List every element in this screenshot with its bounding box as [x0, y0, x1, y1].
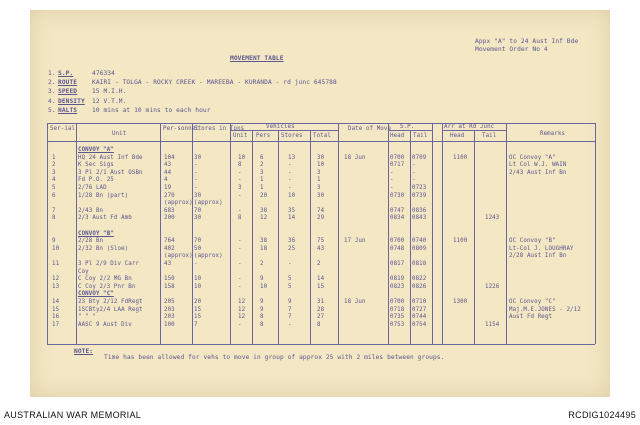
cell-personnel: 270 [164, 192, 175, 199]
cell-stores: 15 [194, 314, 202, 321]
cell-veh-total: 8 [317, 321, 321, 328]
header-unit: Unit [112, 131, 127, 137]
cell-sp-tail: 0822 [412, 276, 427, 283]
cell-unit: C Coy 2/3 Pnr Bn [78, 283, 136, 290]
info-item-number: 3. [48, 88, 56, 96]
header-sp-tail: Tail [413, 133, 428, 139]
cell-veh-unit: - [238, 169, 242, 176]
cell-personnel: (approx) [164, 200, 193, 207]
cell-veh-unit: 12 [238, 299, 246, 305]
cell-remarks: Lt Col W.J. WAIN [509, 162, 567, 169]
cell-remarks: OC Convoy "A" [509, 154, 556, 161]
cell-arr-head: 1100 [453, 238, 468, 245]
header-veh-total: Total [313, 133, 331, 139]
cell-serial: 2 [52, 162, 56, 169]
cell-sp-head: 0834 [390, 215, 405, 222]
cell-date: 17 Jun [344, 238, 366, 245]
cell-personnel: 158 [164, 283, 175, 290]
cell-arr-head: 1100 [453, 154, 468, 161]
cell-personnel: 44 [164, 169, 172, 176]
cell-veh-unit: - [238, 238, 242, 245]
cell-stores: - [194, 177, 198, 184]
cell-veh-unit: 10 [238, 154, 246, 161]
header-serial: Ser-ial [50, 126, 76, 132]
cell-stores: 20 [194, 299, 202, 305]
cell-sp-tail: 0818 [412, 261, 427, 267]
cell-serial: 3 [52, 169, 56, 176]
header-sp-head: Head [390, 133, 405, 139]
cell-veh-pers: 8 [260, 321, 264, 328]
cell-unit: 3 Pl 2/1 Aust OSBn [78, 169, 143, 176]
footer-bar [0, 405, 640, 425]
cell-veh-total: 28 [317, 306, 325, 313]
cell-unit: AASC 9 Aust Div [78, 321, 132, 328]
cell-veh-pers: 1 [260, 185, 264, 191]
cell-veh-stores: 36 [288, 238, 296, 245]
note-label: NOTE: [74, 348, 94, 355]
cell-veh-unit: - [238, 276, 242, 283]
cell-veh-unit: - [238, 321, 242, 328]
cell-unit: 2/43 Bn [78, 207, 104, 214]
cell-remarks: 2/43 Aust Inf Bn [509, 169, 567, 176]
cell-remarks: Maj.M.E.JONES - 2/12 [509, 306, 581, 313]
cell-veh-unit: - [238, 192, 242, 199]
cell-veh-stores: - [288, 177, 292, 184]
cell-sp-tail: 0843 [412, 215, 427, 222]
cell-sp-tail: 0740 [412, 238, 427, 245]
cell-veh-stores: 25 [288, 245, 296, 252]
cell-veh-unit: - [238, 261, 242, 267]
cell-remarks: OC Convoy "B" [509, 238, 556, 245]
cell-unit: 3 Pl 2/9 Div Carr [78, 261, 140, 267]
cell-veh-pers: 1 [260, 177, 264, 184]
cell-veh-pers: 38 [260, 238, 268, 245]
cell-stores: - [194, 162, 198, 169]
document-title: MOVEMENT TABLE [230, 55, 284, 62]
cell-veh-unit: 3 [238, 185, 242, 191]
cell-personnel: 402 [164, 245, 175, 252]
cell-unit: C Coy 2/2 MG Bn [78, 276, 132, 283]
cell-sp-head: 0700 [390, 154, 405, 161]
cell-veh-stores: 7 [288, 314, 292, 321]
cell-serial: 14 [52, 299, 60, 305]
cell-personnel: 764 [164, 238, 175, 245]
cell-veh-pers: 2 [260, 162, 264, 169]
cell-serial: 6 [52, 192, 56, 199]
cell-veh-total: 1 [317, 177, 321, 184]
cell-sp-tail: 0723 [412, 185, 427, 191]
cell-stores: - [194, 261, 198, 267]
cell-sp-tail: 0710 [412, 299, 427, 305]
cell-veh-stores: 5 [288, 283, 292, 290]
cell-veh-pers: 38 [260, 207, 268, 214]
cell-veh-total: 30 [317, 154, 325, 161]
cell-personnel: 100 [164, 321, 175, 328]
cell-veh-pers: 9 [260, 276, 264, 283]
header-date: Date of Move [348, 126, 392, 132]
info-item-number: 1. [48, 70, 56, 77]
cell-personnel: 150 [164, 276, 175, 283]
cell-stores: 15 [194, 306, 202, 313]
cell-veh-pers: 9 [260, 306, 264, 313]
cell-veh-total: 30 [317, 192, 325, 199]
cell-veh-pers: 8 [260, 314, 264, 321]
cell-serial: 4 [52, 177, 56, 184]
cell-personnel: 104 [164, 154, 175, 161]
cell-sp-head: 0819 [390, 276, 405, 283]
info-item-value: 476334 [92, 70, 115, 77]
cell-arr-tail: 1243 [485, 215, 500, 222]
cell-veh-pers: 6 [260, 154, 264, 161]
info-item-value: 15 M.I.H. [92, 88, 127, 96]
cell-veh-total: 27 [317, 314, 325, 321]
cell-veh-stores: 35 [288, 207, 296, 214]
cell-arr-tail: 1154 [485, 321, 500, 328]
cell-sp-tail: 0739 [412, 192, 427, 199]
cell-veh-pers: 9 [260, 299, 264, 305]
cell-unit: 23 Bty 2/12 FdRegt [78, 299, 143, 305]
cell-unit: 1/28 Bn (part) [78, 192, 129, 199]
cell-personnel: 203 [164, 314, 175, 321]
cell-veh-stores: - [288, 185, 292, 191]
cell-arr-tail: 1226 [485, 283, 500, 290]
cell-veh-total: 15 [317, 283, 325, 290]
cell-unit: CONVOY "B" [78, 230, 114, 237]
cell-unit: " " " [78, 314, 96, 321]
cell-veh-stores: 5 [288, 276, 292, 283]
cell-remarks: Lt-Col J. LOUGHRAY [509, 245, 574, 252]
info-item-label: DENSITY [58, 97, 85, 105]
cell-personnel: 19 [164, 185, 172, 191]
cell-sp-head: 0817 [390, 261, 405, 267]
note-text: Time has been allowed for vehs to move in group of approx 25 with 2 miles between groups. [104, 354, 445, 361]
cell-veh-total: 74 [317, 207, 325, 214]
header-remarks: Remarks [540, 131, 566, 137]
header-arr-head: Head [450, 133, 465, 139]
cell-personnel: 43 [164, 162, 172, 169]
cell-personnel: 683 [164, 207, 175, 214]
cell-sp-tail: 0709 [412, 154, 427, 161]
cell-stores: 30 [194, 215, 202, 222]
header-veh-pers: Pers [256, 133, 271, 139]
info-item-value: KAIRI - TOLGA - ROCKY CREEK - MAREEBA - KURANDA - rd junc 645788 [92, 79, 337, 87]
cell-veh-stores: 10 [288, 192, 296, 199]
cell-veh-total: 2 [317, 261, 321, 267]
cell-sp-tail: - [412, 177, 416, 184]
cell-unit: 2/76 LAD [78, 185, 107, 191]
cell-arr-head: 1300 [453, 299, 468, 305]
cell-sp-head: 0753 [390, 321, 405, 328]
cell-stores: 70 [194, 238, 202, 245]
cell-sp-tail: 0826 [412, 283, 427, 290]
cell-unit: 2/28 Bn [78, 238, 104, 245]
cell-stores: - [194, 185, 198, 191]
cell-sp-head: - [390, 177, 394, 184]
cell-serial: 13 [52, 283, 60, 290]
cell-veh-pers: 10 [260, 283, 268, 290]
appendix-line-1: Appx "A" to 24 Aust Inf Bde [475, 38, 579, 45]
cell-sp-head: 0823 [390, 283, 405, 290]
footer-credit: AUSTRALIAN WAR MEMORIAL [4, 410, 142, 420]
cell-personnel: 203 [164, 306, 175, 313]
info-item-label: SPEED [58, 88, 78, 96]
info-item-value: 10 mins at 10 mins to each hour [92, 106, 211, 114]
cell-veh-unit: - [238, 245, 242, 252]
cell-sp-head: 0700 [390, 299, 405, 305]
info-item-number: 2. [48, 79, 56, 87]
info-item-number: 5. [48, 106, 56, 114]
cell-stores: 70 [194, 207, 202, 214]
header-veh-unit: Unit [233, 133, 248, 139]
cell-unit: CONVOY "A" [78, 147, 114, 153]
cell-personnel: 200 [164, 215, 175, 222]
cell-veh-unit: - [238, 207, 242, 214]
cell-stores: 30 [194, 154, 202, 161]
cell-veh-unit: 12 [238, 306, 246, 313]
cell-unit: Coy [78, 268, 89, 275]
header-veh-stores: Stores [281, 133, 303, 139]
footer-id: RCDIG1024495 [568, 410, 636, 420]
cell-serial: 11 [52, 261, 60, 267]
cell-sp-head: - [390, 185, 394, 191]
header-stores: Stores in Tons [194, 126, 245, 132]
cell-veh-unit: 8 [238, 162, 242, 169]
cell-stores: 30 [194, 192, 202, 199]
cell-serial: 12 [52, 276, 60, 283]
cell-sp-head: 0747 [390, 207, 405, 214]
cell-veh-pers: 2 [260, 261, 264, 267]
cell-sp-tail: 0744 [412, 314, 427, 321]
cell-sp-head: 0748 [390, 245, 405, 252]
cell-serial: 8 [52, 215, 56, 222]
cell-veh-stores: - [288, 261, 292, 267]
cell-remarks: OC Convoy "C" [509, 299, 556, 305]
cell-unit: HQ 24 Aust Inf Bde [78, 154, 143, 161]
cell-serial: 9 [52, 238, 56, 245]
cell-veh-unit: 8 [238, 215, 242, 222]
header-vehicles: Vehicles [266, 124, 295, 130]
cell-sp-head: - [390, 169, 394, 176]
info-item-label: HALTS [58, 106, 78, 114]
cell-unit: CONVOY "C" [78, 291, 114, 298]
cell-veh-pers: 12 [260, 215, 268, 222]
cell-personnel: 205 [164, 299, 175, 305]
cell-veh-stores: - [288, 321, 292, 328]
cell-sp-head: 0700 [390, 238, 405, 245]
cell-stores: 10 [194, 283, 202, 290]
cell-sp-head: 0730 [390, 192, 405, 199]
header-arr-tail: Tail [482, 133, 497, 139]
cell-unit: Fd P.O. 25 [78, 177, 114, 184]
info-item-number: 4. [48, 97, 56, 105]
cell-veh-total: 3 [317, 169, 321, 176]
cell-sp-tail: - [412, 169, 416, 176]
cell-veh-stores: 13 [288, 154, 296, 161]
cell-personnel: 43 [164, 261, 172, 267]
cell-veh-total: 10 [317, 162, 325, 169]
cell-veh-total: 31 [317, 299, 325, 305]
cell-veh-stores: 9 [288, 299, 292, 305]
cell-sp-head: 0717 [390, 162, 405, 169]
cell-veh-unit: 12 [238, 314, 246, 321]
cell-date: 18 Jun [344, 154, 366, 161]
cell-sp-tail: - [412, 162, 416, 169]
cell-serial: 15 [52, 306, 60, 313]
cell-veh-stores: - [288, 162, 292, 169]
cell-veh-stores: 7 [288, 306, 292, 313]
cell-veh-total: 3 [317, 185, 321, 191]
header-personnel: Per-sonnel [163, 126, 199, 132]
cell-veh-total: 75 [317, 238, 325, 245]
cell-veh-stores: - [288, 169, 292, 176]
cell-veh-pers: 18 [260, 245, 268, 252]
cell-veh-total: 29 [317, 215, 325, 222]
cell-remarks: Aust Fd Regt [509, 314, 553, 321]
cell-veh-unit: - [238, 283, 242, 290]
info-item-value: 12 V.T.M. [92, 97, 127, 105]
cell-personnel: 4 [164, 177, 168, 184]
document-sheet [30, 10, 610, 397]
cell-veh-pers: 3 [260, 169, 264, 176]
header-arr: Arr at Rd Junc [444, 124, 495, 130]
cell-remarks: 2/28 Aust Inf Bn [509, 253, 567, 260]
info-item-label: ROUTE [58, 79, 78, 87]
cell-stores: 10 [194, 276, 202, 283]
cell-sp-tail: 0836 [412, 207, 427, 214]
cell-unit: 2/3 Aust Fd Amb [78, 215, 132, 222]
cell-stores: (approx) [194, 253, 223, 260]
cell-stores: - [194, 169, 198, 176]
cell-veh-pers: 20 [260, 192, 268, 199]
cell-unit: 2/32 Bn (Sloe) [78, 245, 129, 252]
cell-sp-tail: 0754 [412, 321, 427, 328]
cell-stores: (approx) [194, 200, 223, 207]
cell-veh-unit: - [238, 177, 242, 184]
cell-serial: 5 [52, 185, 56, 191]
cell-sp-head: 0735 [390, 314, 405, 321]
info-item-label: S.P. [58, 70, 74, 77]
cell-serial: 10 [52, 245, 60, 252]
cell-serial: 1 [52, 154, 56, 161]
cell-unit: 1SCBty2/4 LAA Regt [78, 306, 143, 313]
cell-sp-tail: 0809 [412, 245, 427, 252]
cell-personnel: (approx) [164, 253, 193, 260]
cell-serial: 16 [52, 314, 60, 321]
cell-veh-stores: 14 [288, 215, 296, 222]
header-sp: S.P. [400, 124, 415, 130]
cell-veh-total: 14 [317, 276, 325, 283]
cell-date: 18 Jun [344, 299, 366, 305]
cell-stores: 50 [194, 245, 202, 252]
cell-veh-total: 43 [317, 245, 325, 252]
cell-serial: 17 [52, 321, 60, 328]
cell-unit: K Sec Sigs [78, 162, 114, 169]
cell-sp-head: 0718 [390, 306, 405, 313]
appendix-line-2: Movement Order No 4 [475, 46, 548, 53]
cell-stores: 7 [194, 321, 198, 328]
cell-serial: 7 [52, 207, 56, 214]
cell-sp-tail: 0727 [412, 306, 427, 313]
